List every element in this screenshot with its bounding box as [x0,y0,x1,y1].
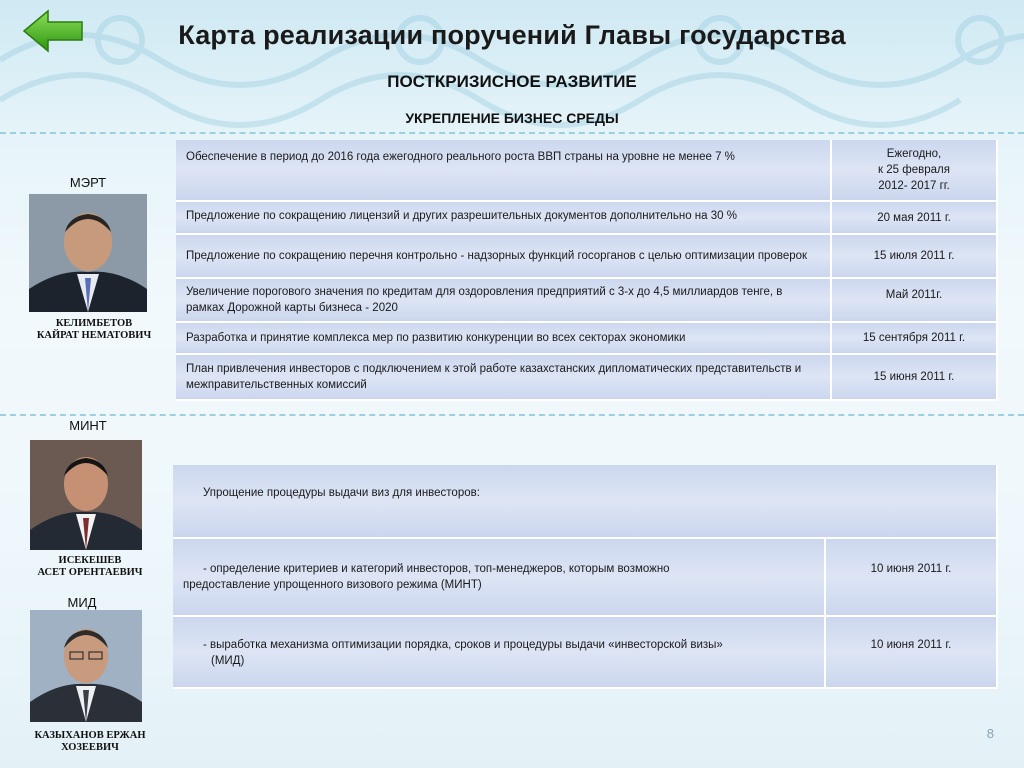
date-cell: 15 сентября 2011 г. [832,323,998,355]
table-row [176,140,998,202]
table-row [176,323,998,355]
divider-middle [0,414,1024,416]
table-row [176,202,998,235]
date-cell: 20 мая 2011 г. [832,202,998,235]
portrait-kazykhanov [30,610,142,722]
person-name-kelimbetov: КЕЛИМБЕТОВ КАЙРАТ НЕМАТОВИЧ [36,318,152,341]
org-label-mid: МИД [67,595,97,610]
page-number: 8 [986,726,994,741]
task-cell: - определение критериев и категорий инвесторов, топ-менеджеров, которым возможно предоставление упрощенного визового режима (МИНТ) [173,539,826,617]
task-cell: - выработка механизма оптимизации порядка, сроков и процедуры выдачи «инвесторской визы» (МИД) [173,617,826,689]
org-label-mert: МЭРТ [69,175,107,190]
section-title: ПОСТКРИЗИСНОЕ РАЗВИТИЕ [387,72,637,91]
table-row [176,235,998,279]
date-cell: 10 июня 2011 г. [826,617,998,689]
table-row [176,279,998,323]
table-row [173,617,998,689]
date-cell: 15 июня 2011 г. [832,355,998,401]
task-cell: План привлечения инвесторов с подключением к этой работе казахстанских дипломатических представительств и межправительственных комиссий [176,355,832,401]
date-cell: 15 июля 2011 г. [832,235,998,279]
task-cell: Увеличение порогового значения по кредитам для оздоровления предприятий с 3-х до 4,5 миллиардов тенге, в рамках Дорожной карты бизнеса - 2020 [176,279,832,323]
task-cell: Предложение по сокращению лицензий и других разрешительных документов дополнительно на 30 % [176,202,832,235]
table-row [176,355,998,401]
table-row [173,539,998,617]
org-label-mint: МИНТ [69,418,107,433]
task-cell: Обеспечение в период до 2016 года ежегодного реального роста ВВП страны на уровне не менее 7 % [176,140,832,202]
divider-top [0,132,1024,134]
date-cell: Ежегодно, к 25 февраля 2012- 2017 гг. [832,140,998,202]
page-title: Карта реализации поручений Главы государства [178,20,846,50]
task-cell: Разработка и принятие комплекса мер по развитию конкуренции во всех секторах экономики [176,323,832,355]
table-row [173,465,998,539]
portrait-isekeshev [30,440,142,550]
visa-header-cell: Упрощение процедуры выдачи виз для инвесторов: [173,465,998,539]
person-name-isekeshev: ИСЕКЕШЕВ АСЕТ ОРЕНТАЕВИЧ [37,555,143,578]
person-name-kazykhanov: КАЗЫХАНОВ ЕРЖАН ХОЗЕЕВИЧ [34,730,146,753]
date-cell: 10 июня 2011 г. [826,539,998,617]
tasks-table-mert [176,140,998,401]
visa-table [173,465,998,689]
portrait-kelimbetov [29,194,147,312]
date-cell: Май 2011г. [832,279,998,323]
task-cell: Предложение по сокращению перечня контрольно - надзорных функций госорганов с целью оптимизации проверок [176,235,832,279]
subsection-title: УКРЕПЛЕНИЕ БИЗНЕС СРЕДЫ [405,110,619,126]
